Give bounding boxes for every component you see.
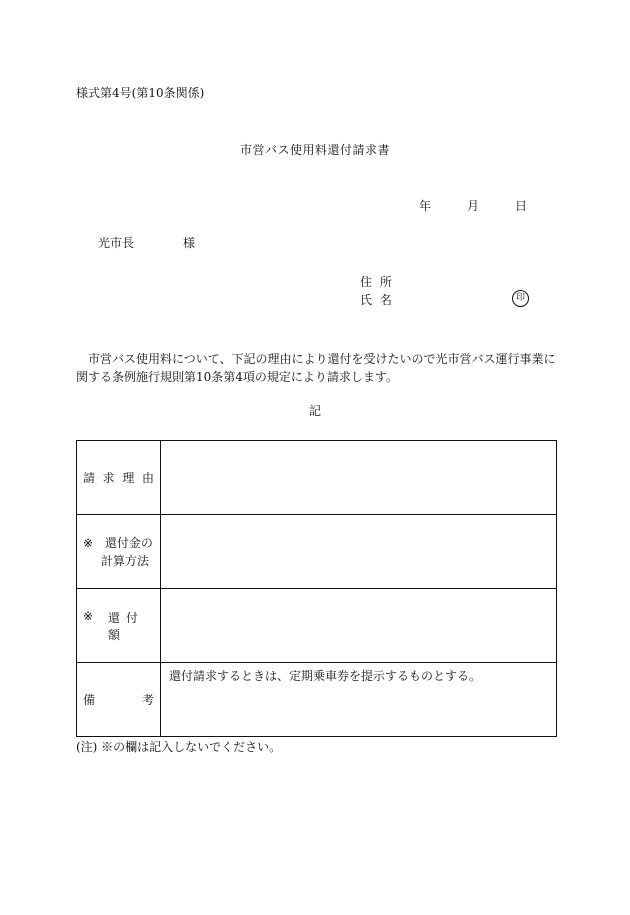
- claim-table: [76, 440, 557, 737]
- notes-label-char: 備: [83, 693, 96, 707]
- form-number: 様式第4号(第10条関係): [76, 86, 205, 100]
- date-month-label: 月: [467, 199, 480, 213]
- reason-label-char: 由: [141, 471, 154, 485]
- calculation-value-cell[interactable]: [161, 515, 557, 589]
- table-row-calculation: [77, 515, 557, 589]
- ki-heading: 記: [308, 404, 321, 418]
- request-statement: [76, 350, 562, 386]
- reason-label-cell: [77, 441, 161, 515]
- refund-label-mark: ※: [83, 608, 94, 623]
- reason-label-char: 請: [83, 471, 96, 485]
- calculation-label-line-2: 計算方法: [101, 553, 150, 568]
- refund-value-cell[interactable]: [161, 589, 557, 663]
- addressee-name: 光市長: [98, 236, 135, 250]
- reason-value-cell[interactable]: [161, 441, 557, 515]
- calculation-label-mark: ※: [83, 535, 94, 550]
- request-statement-line-1: 市営バス使用料について、下記の理由により還付を受けたいので光市営バス運行事業に: [88, 352, 556, 366]
- applicant-address-label: 住 所: [360, 275, 394, 289]
- applicant-name-label: 氏 名: [360, 293, 394, 307]
- reason-label-char: 求: [102, 471, 115, 485]
- reason-label-char: 理: [122, 471, 135, 485]
- refund-label-cell: [77, 589, 161, 663]
- table-row-refund-amount: [77, 589, 557, 663]
- seal-mark: 印: [512, 290, 529, 307]
- calculation-label-cell: [77, 515, 161, 589]
- calculation-label-line-1: 還付金の: [104, 535, 153, 550]
- footnote: (注) ※の欄は記入しないでください。: [76, 740, 282, 754]
- date-day-label: 日: [515, 199, 528, 213]
- addressee-honorific: 様: [183, 236, 196, 250]
- refund-label: 還付額: [108, 610, 145, 642]
- table-row-notes: [77, 663, 557, 737]
- notes-label-char: 考: [141, 693, 154, 707]
- notes-value-cell: 還付請求するときは、定期乗車券を提示するものとする。: [161, 663, 557, 737]
- notes-label-cell: [77, 663, 161, 737]
- table-row-reason: [77, 441, 557, 515]
- request-statement-line-2: 関する条例施行規則第10条第4項の規定により請求します。: [76, 370, 398, 384]
- document-title: 市営バス使用料還付請求書: [239, 143, 390, 157]
- date-year-label: 年: [419, 199, 432, 213]
